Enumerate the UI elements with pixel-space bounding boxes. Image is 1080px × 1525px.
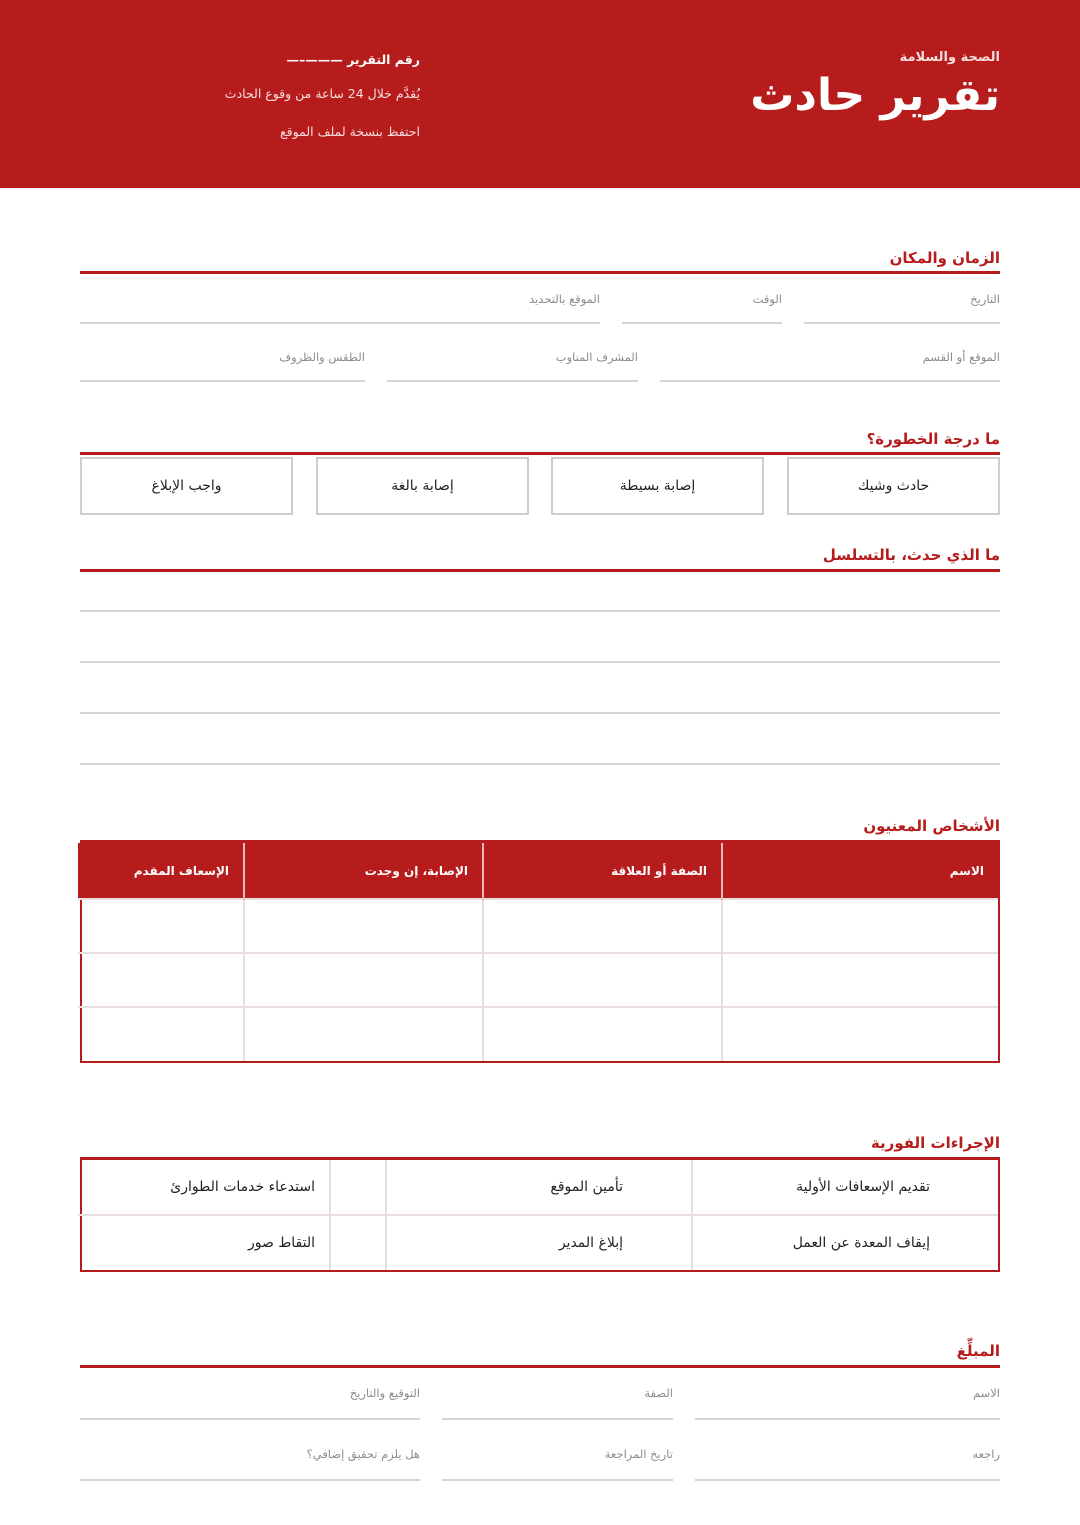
- page-title: تقرير حادث: [750, 70, 1000, 121]
- section-title-people: الأشخاص المعنيون: [863, 817, 1000, 835]
- action-call-emergency[interactable]: استدعاء خدمات الطوارئ: [78, 1160, 330, 1215]
- narrative-line[interactable]: [80, 610, 1000, 612]
- section-rule: [80, 1365, 1000, 1368]
- section-title-sequence: ما الذي حدث، بالتسلسل: [822, 546, 1000, 564]
- reporter-name-field[interactable]: [695, 1386, 1000, 1420]
- field-label: الوقت: [752, 292, 782, 306]
- table-cell[interactable]: [244, 953, 483, 1007]
- column-header-role: الصفة أو العلاقة: [483, 843, 722, 899]
- column-header-first-aid: الإسعاف المقدم: [78, 843, 244, 899]
- action-first-aid[interactable]: تقديم الإسعافات الأولية: [796, 1179, 930, 1195]
- actions-table: [80, 1160, 1000, 1272]
- review-date-field[interactable]: [442, 1447, 673, 1481]
- field-label: التاريخ: [970, 292, 1000, 306]
- table-cell[interactable]: [722, 1007, 998, 1061]
- date-field[interactable]: [804, 292, 1000, 324]
- reviewed-by-field[interactable]: [695, 1447, 1000, 1481]
- table-cell[interactable]: [483, 1007, 722, 1061]
- action-notify-manager[interactable]: إبلاغ المدير: [386, 1215, 692, 1270]
- section-rule: [80, 569, 1000, 572]
- severity-minor-injury-option[interactable]: إصابة بسيطة: [551, 457, 764, 515]
- table-row: [78, 1215, 998, 1270]
- table-cell[interactable]: [483, 899, 722, 953]
- field-label: الصفة: [644, 1386, 673, 1400]
- field-label: المشرف المناوب: [555, 350, 638, 364]
- table-cell[interactable]: [78, 953, 244, 1007]
- field-label: التوقيع والتاريخ: [349, 1386, 420, 1400]
- action-isolate-equipment[interactable]: إيقاف المعدة عن العمل: [692, 1215, 998, 1270]
- table-row: [78, 899, 998, 953]
- table-row: [78, 1007, 998, 1061]
- action-take-photos[interactable]: التقاط صور: [78, 1215, 330, 1270]
- field-label: الاسم: [972, 1386, 1000, 1400]
- table-row: [78, 953, 998, 1007]
- field-label: الطقس والظروف: [279, 350, 365, 364]
- field-label: تاريخ المراجعة: [604, 1447, 673, 1461]
- signature-date-field[interactable]: [80, 1386, 420, 1420]
- action-secure-site[interactable]: تأمين الموقع: [386, 1160, 692, 1215]
- table-cell[interactable]: [722, 953, 998, 1007]
- section-rule: [80, 271, 1000, 274]
- table-cell[interactable]: [78, 899, 244, 953]
- table-row: [78, 1160, 998, 1215]
- people-table: [80, 843, 1000, 1063]
- submit-note: يُقدَّم خلال 24 ساعة من وقوع الحادث: [224, 86, 420, 101]
- section-rule: [80, 452, 1000, 455]
- supervisor-on-duty-field[interactable]: [387, 350, 638, 382]
- exact-location-field[interactable]: [80, 292, 600, 324]
- time-field[interactable]: [622, 292, 782, 324]
- weather-conditions-field[interactable]: [80, 350, 365, 382]
- narrative-line[interactable]: [80, 661, 1000, 663]
- section-title-when-where: الزمان والمكان: [889, 249, 1000, 267]
- reporter-role-field[interactable]: [442, 1386, 673, 1420]
- field-label: الموقع بالتحديد: [529, 292, 600, 306]
- column-header-name: الاسم: [722, 843, 998, 899]
- narrative-line[interactable]: [80, 763, 1000, 765]
- table-cell[interactable]: [78, 1007, 244, 1061]
- report-number: رقم التقرير ———–—: [286, 52, 420, 67]
- column-header-injury: الإصابة، إن وجدت: [244, 843, 483, 899]
- field-label: راجعه: [972, 1447, 1000, 1461]
- severity-serious-injury-option[interactable]: إصابة بالغة: [316, 457, 529, 515]
- action-checkbox[interactable]: [330, 1160, 386, 1215]
- table-cell[interactable]: [483, 953, 722, 1007]
- table-cell[interactable]: [722, 899, 998, 953]
- field-label: الموقع أو القسم: [922, 350, 1000, 364]
- section-title-reporter: المبلِّغ: [956, 1342, 1000, 1360]
- field-label: هل يلزم تحقيق إضافي؟: [306, 1447, 420, 1461]
- narrative-line[interactable]: [80, 712, 1000, 714]
- header-kicker: الصحة والسلامة: [899, 50, 1000, 65]
- severity-reportable-option[interactable]: واجب الإبلاغ: [80, 457, 293, 515]
- action-checkbox[interactable]: [330, 1215, 386, 1270]
- site-department-field[interactable]: [660, 350, 1000, 382]
- report-header: [0, 0, 1080, 188]
- section-title-severity: ما درجة الخطورة؟: [866, 430, 1000, 448]
- table-cell[interactable]: [244, 899, 483, 953]
- table-cell[interactable]: [244, 1007, 483, 1061]
- copy-note: احتفظ بنسخة لملف الموقع: [280, 124, 420, 139]
- further-investigation-field[interactable]: [80, 1447, 420, 1481]
- section-title-actions: الإجراءات الفورية: [870, 1134, 1000, 1152]
- severity-near-miss-option[interactable]: حادث وشيك: [787, 457, 1000, 515]
